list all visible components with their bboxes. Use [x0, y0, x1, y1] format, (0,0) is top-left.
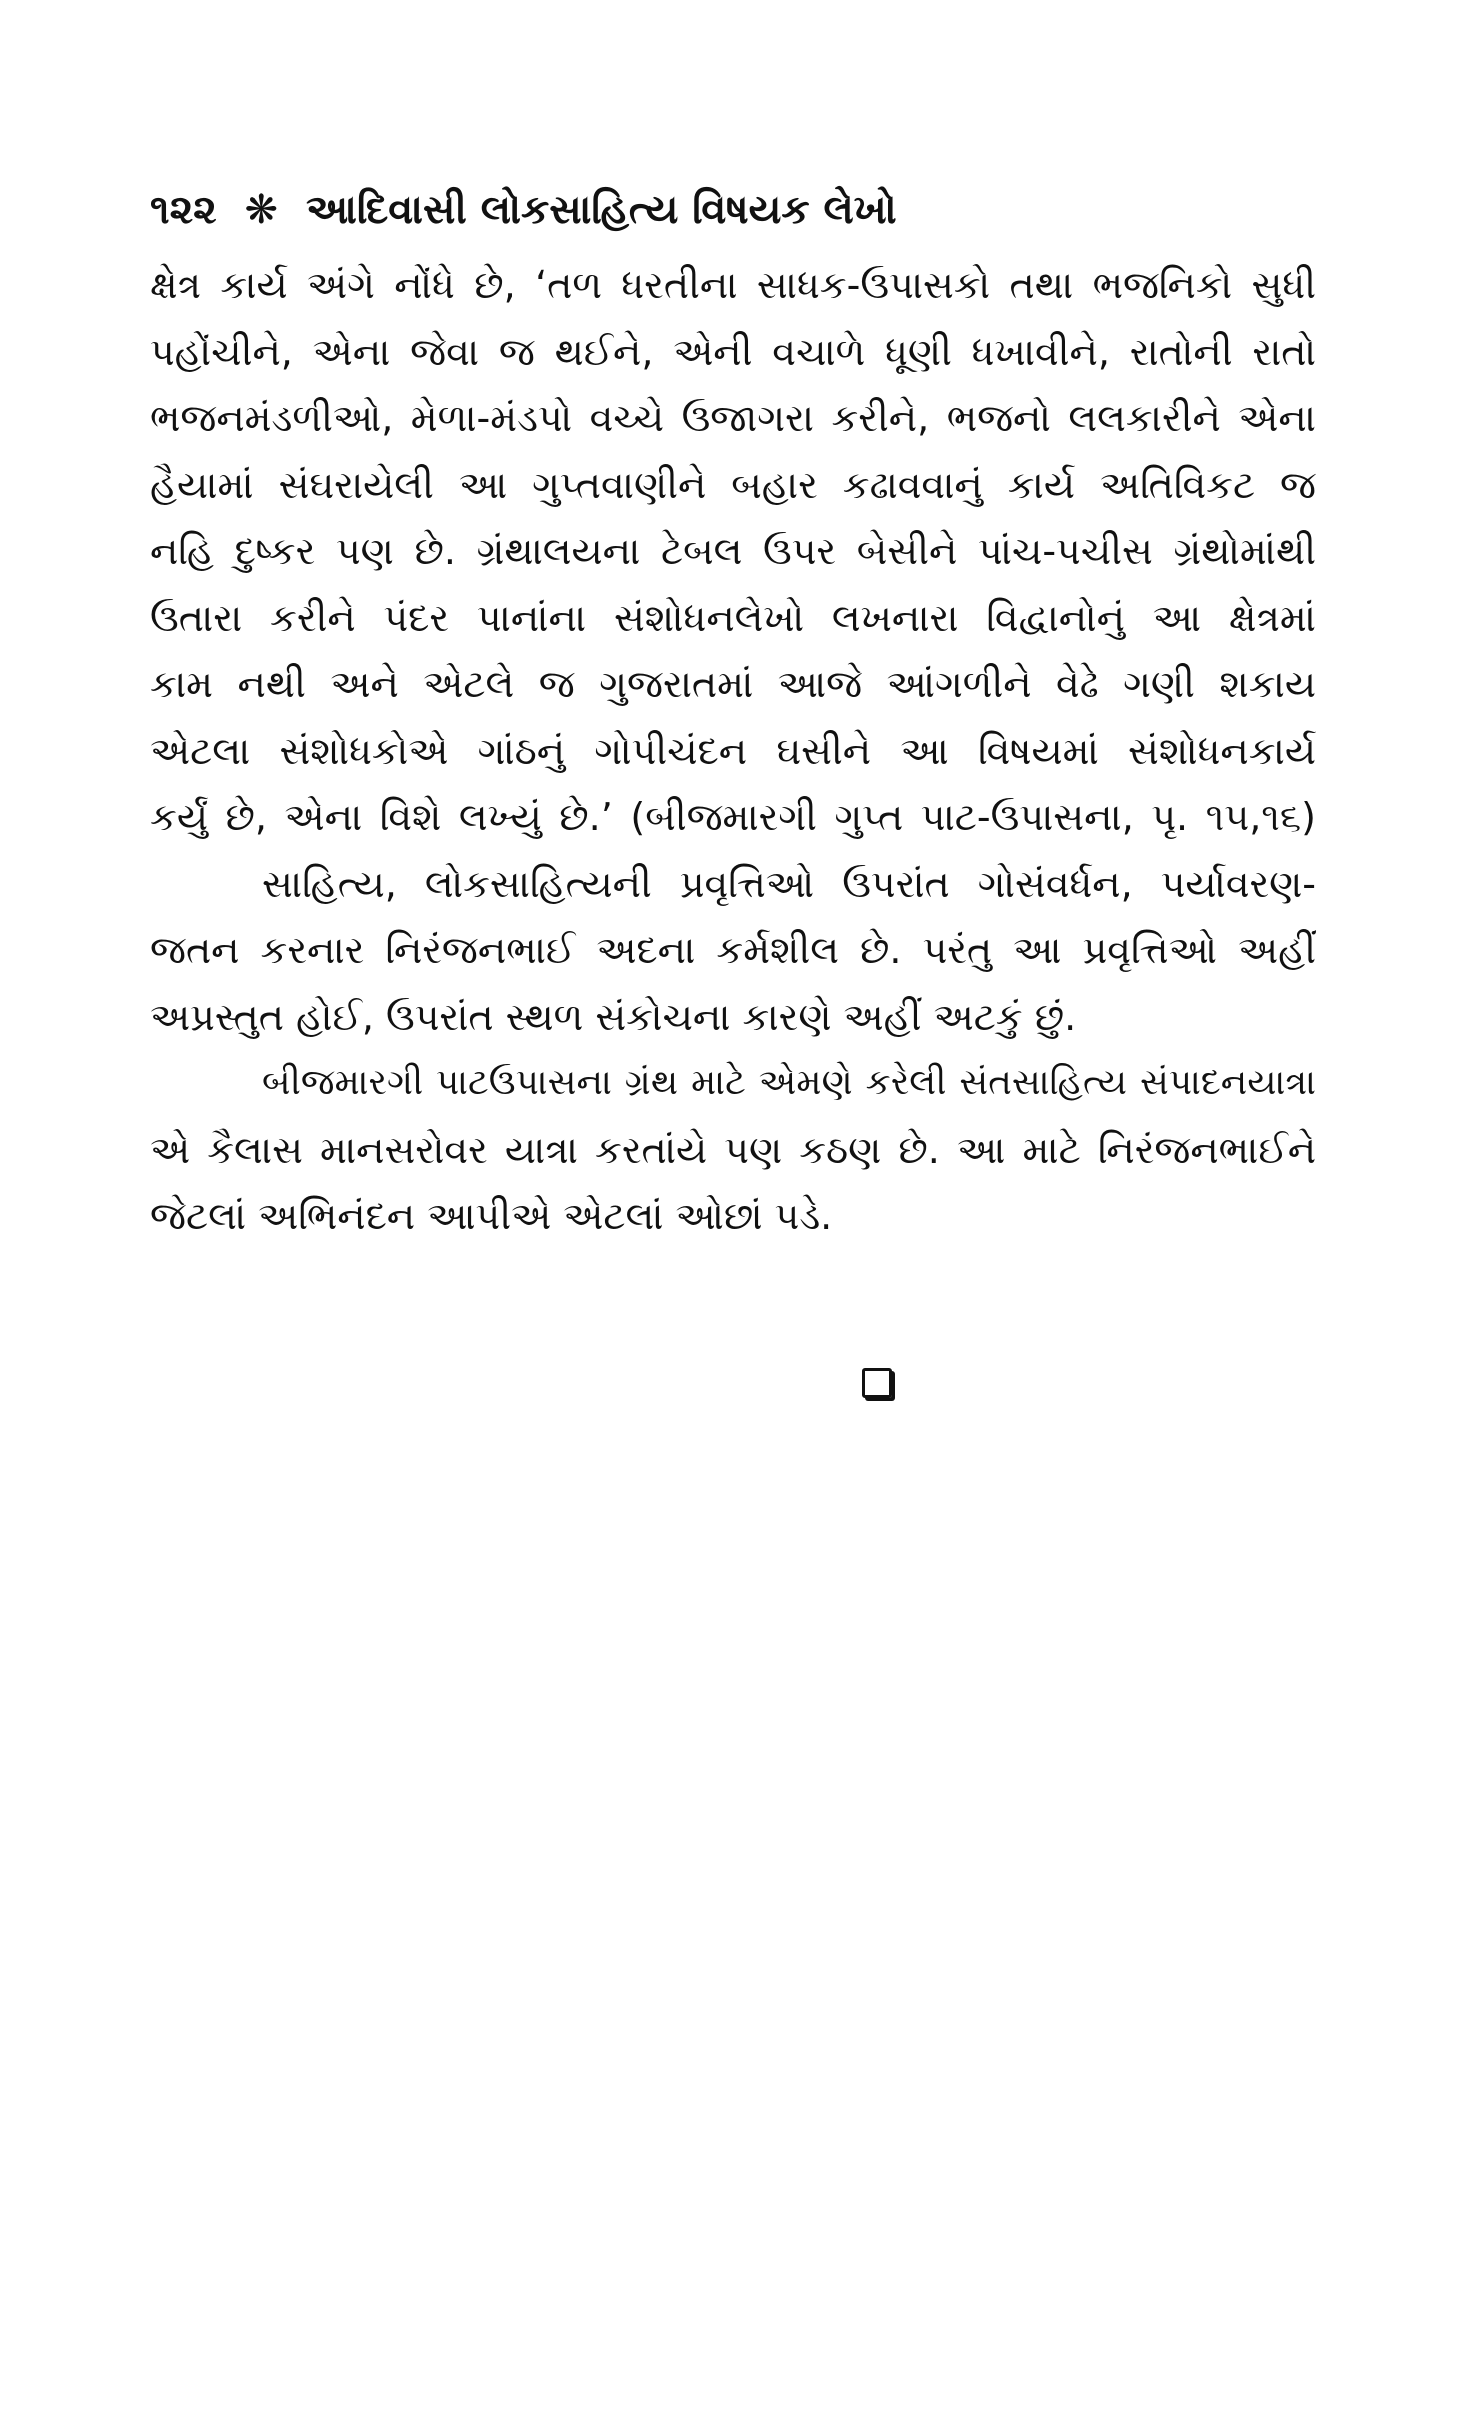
hollow-square-icon [862, 1368, 892, 1398]
text-line: નહિ દુષ્કર પણ છે. ગ્રંથાલયના ટેબલ ઉપર બેસીને પાંચ-પચીસ ગ્રંથોમાંથી [150, 529, 1316, 573]
text-line: ભજનમંડળીઓ, મેળા-મંડપો વચ્ચે ઉજાગરા કરીને, ભજનો લલકારીને એના [150, 396, 1316, 440]
text-line: એટલા સંશોધકોએ ગાંઠનું ગોપીચંદન ઘસીને આ વિષયમાં સંશોધનકાર્ય [150, 728, 1316, 773]
page-content [150, 180, 1316, 1250]
text-line: કર્યું છે, એના વિશે લખ્યું છે.’ (બીજમારગી ગુપ્ત પાટ-ઉપાસના, પૃ. ૧૫,૧૬) [150, 795, 1316, 839]
book-title: આદિવાસી લોકસાહિત્ય વિષયક લેખો [305, 187, 897, 233]
asterism-icon: ❋ [244, 187, 279, 233]
text-line: ક્ષેત્ર કાર્ય અંગે નોંધે છે, ‘તળ ધરતીના સાધક-ઉપાસકો તથા ભજનિકો સુધી [150, 263, 1316, 307]
paragraph-3 [150, 1050, 1316, 1250]
text-line: સાહિત્ય, લોકસાહિત્યની પ્રવૃત્તિઓ ઉપરાંત ગોસંવર્ધન, પર્યાવરણ- [262, 861, 1316, 906]
text-line: બીજમારગી પાટઉપાસના ગ્રંથ માટે એમણે કરેલી સંતસાહિત્ય સંપાદનયાત્રા [262, 1062, 1316, 1103]
paragraph-2 [150, 851, 1316, 1051]
page-number: ૧૨૨ [150, 187, 217, 233]
text-line: ઉતારા કરીને પંદર પાનાંના સંશોધનલેખો લખનારા વિદ્વાનોનું આ ક્ષેત્રમાં [150, 595, 1316, 640]
running-header [150, 180, 1316, 240]
paragraph-1 [150, 252, 1316, 851]
text-line: અપ્રસ્તુત હોઈ, ઉપરાંત સ્થળ સંકોચના કારણે અહીં અટકું છું. [150, 994, 1077, 1039]
text-line: જતન કરનાર નિરંજનભાઈ અદના કર્મશીલ છે. પરંતુ આ પ્રવૃત્તિઓ અહીં [150, 928, 1316, 972]
text-line: હૈયામાં સંઘરાયેલી આ ગુપ્તવાણીને બહાર કઢાવવાનું કાર્ય અતિવિકટ જ [150, 462, 1316, 507]
text-line: જેટલાં અભિનંદન આપીએ એટલાં ઓછાં પડે. [150, 1194, 833, 1238]
body-text [150, 252, 1316, 1250]
text-line: એ કૈલાસ માનસરોવર યાત્રા કરતાંયે પણ કઠણ છે. આ માટે નિરંજનભાઈને [150, 1127, 1316, 1172]
text-line: કામ નથી અને એટલે જ ગુજરાતમાં આજે આંગળીને વેઢે ગણી શકાય [150, 662, 1316, 706]
text-line: પહોંચીને, એના જેવા જ થઈને, એની વચાળે ધૂણી ધખાવીને, રાતોની રાતો [150, 329, 1316, 374]
